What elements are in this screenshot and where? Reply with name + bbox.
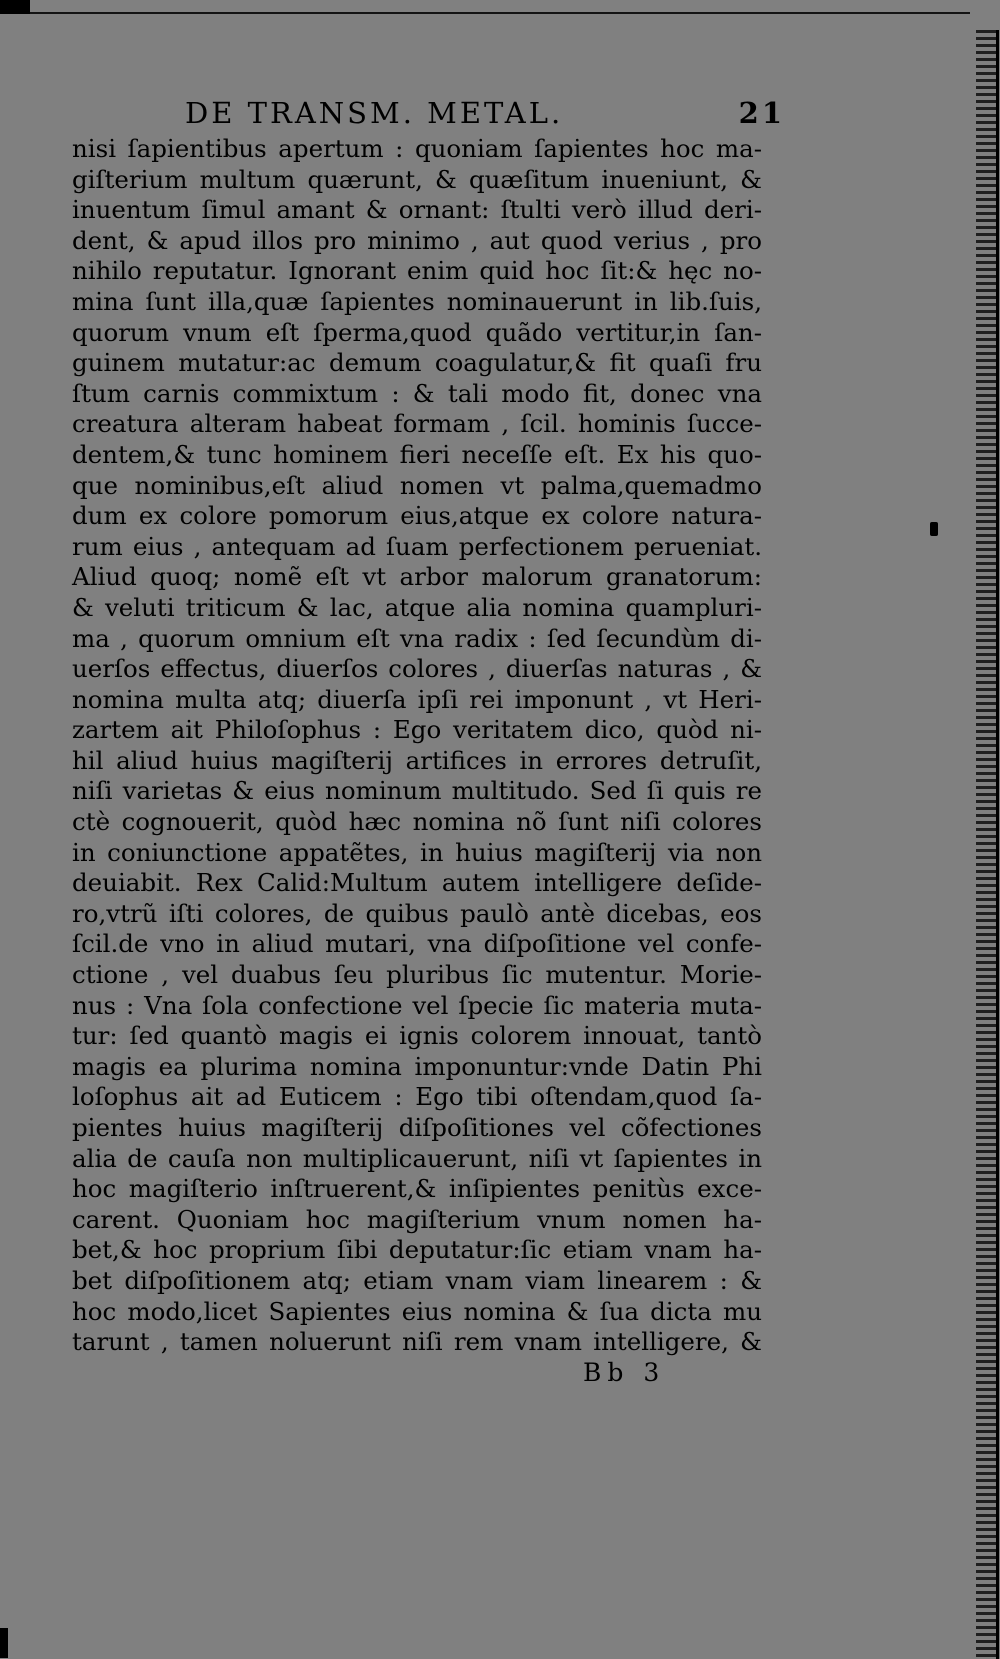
text-line: rum eius , antequam ad ſuam perfectionem perueniat. — [72, 531, 762, 561]
text-line: magis ea plurima nomina imponuntur:vnde Datin Phi — [72, 1051, 762, 1081]
text-line: in coniunctione appatẽtes, in huius magiſterij via non — [72, 837, 762, 867]
text-line: deuiabit. Rex Calid:Multum autem intelligere deſide- — [72, 868, 762, 898]
page-number: 21 — [738, 96, 785, 130]
text-line: mina ſunt illa,quæ ſapientes nominauerunt in lib.ſuis, — [72, 286, 762, 316]
text-line: pientes huius magiſterij diſpoſitiones vel cõfectiones — [72, 1113, 762, 1142]
scan-bottom-mark — [0, 1628, 8, 1658]
text-line: ctè cognouerit, quòd hæc nomina nõ ſunt niſi colores — [72, 807, 762, 837]
text-line: uerſos effectus, diuerſos colores , diuerſas naturas , & — [72, 654, 762, 684]
text-line: nomina multa atq; diuerſa ipſi rei imponunt , vt Heri- — [72, 684, 762, 714]
text-line: dent, & apud illos pro minimo , aut quod verius , pro — [72, 225, 762, 255]
scan-right-edge-noise — [976, 30, 998, 1659]
text-line: niſi varietas & eius nominum multitudo. Sed ſi quis re — [72, 776, 762, 806]
text-line: nisi ſapientibus apertum : quoniam ſapientes hoc ma- — [72, 134, 762, 163]
text-line: que nominibus,eſt aliud nomen vt palma,quemadmo — [72, 470, 762, 500]
body-text — [72, 134, 762, 1358]
text-line: tarunt , tamen noluerunt niſi rem vnam intelligere, & — [72, 1327, 762, 1357]
text-line: hil aliud huius magiſterij artifices in errores detruſit, — [72, 745, 762, 775]
scan-right-edge-line — [996, 30, 999, 1659]
text-line: quorum vnum eſt ſperma,quod quãdo vertitur,in ſan- — [72, 317, 762, 347]
text-line: dentem,& tunc hominem fieri neceſſe eſt. Ex his quo- — [72, 439, 762, 469]
text-line: nus : Vna ſola confectione vel ſpecie ſic materia muta- — [72, 990, 762, 1020]
text-line: creatura alteram habeat formam , ſcil. hominis ſucce- — [72, 409, 762, 439]
running-head — [185, 96, 785, 136]
text-line: hoc modo,licet Sapientes eius nomina & ſua dicta mu — [72, 1296, 762, 1326]
text-line: ſcil.de vno in aliud mutari, vna diſpoſitione vel confe- — [72, 929, 762, 959]
text-line: & veluti triticum & lac, atque alia nomina quampluri- — [72, 592, 762, 622]
text-line: hoc magiſterio inſtruerent,& inſipientes penitùs exce- — [72, 1174, 762, 1204]
text-line: loſophus ait ad Euticem : Ego tibi oſtendam,quod ſa- — [72, 1082, 762, 1112]
text-line: giſterium multum quærunt, & quæſitum inueniunt, & — [72, 164, 762, 194]
text-line: inuentum ſimul amant & ornant: ſtulti verò illud deri- — [72, 195, 762, 225]
text-line: carent. Quoniam hoc magiſterium vnum nomen ha- — [72, 1204, 762, 1234]
scan-top-edge — [30, 12, 970, 14]
text-line: nihilo reputatur. Ignorant enim quid hoc ſit:& hęc no- — [72, 256, 762, 286]
text-line: bet diſpoſitionem atq; etiam vnam viam linearem : & — [72, 1265, 762, 1295]
signature-mark: Bb 3 — [583, 1358, 666, 1387]
text-line: ſtum carnis commixtum : & tali modo fit, donec vna — [72, 378, 762, 408]
text-line: tur: ſed quantò magis ei ignis colorem innouat, tantò — [72, 1021, 762, 1051]
text-line: ctione , vel duabus ſeu pluribus ſic mutentur. Morie- — [72, 960, 762, 990]
text-line: ro,vtrũ iſti colores, de quibus paulò antè dicebas, eos — [72, 898, 762, 928]
text-line: dum ex colore pomorum eius,atque ex colore natura- — [72, 501, 762, 531]
text-line: guinem mutatur:ac demum coagulatur,& fit quaſi fru — [72, 348, 762, 378]
scan-corner-mark — [0, 0, 30, 14]
running-title: DE TRANSM. METAL. — [185, 96, 564, 130]
stray-ink-mark — [930, 522, 938, 536]
text-line: ma , quorum omnium eſt vna radix : ſed ſecundùm di- — [72, 623, 762, 653]
text-line: bet,& hoc proprium ſibi deputatur:ſic etiam vnam ha- — [72, 1235, 762, 1265]
text-line: zartem ait Philoſophus : Ego veritatem dico, quòd ni- — [72, 715, 762, 745]
text-line: alia de cauſa non multiplicauerunt, niſi vt ſapientes in — [72, 1143, 762, 1173]
text-line: Aliud quoq; nomẽ eſt vt arbor malorum granatorum: — [72, 562, 762, 592]
